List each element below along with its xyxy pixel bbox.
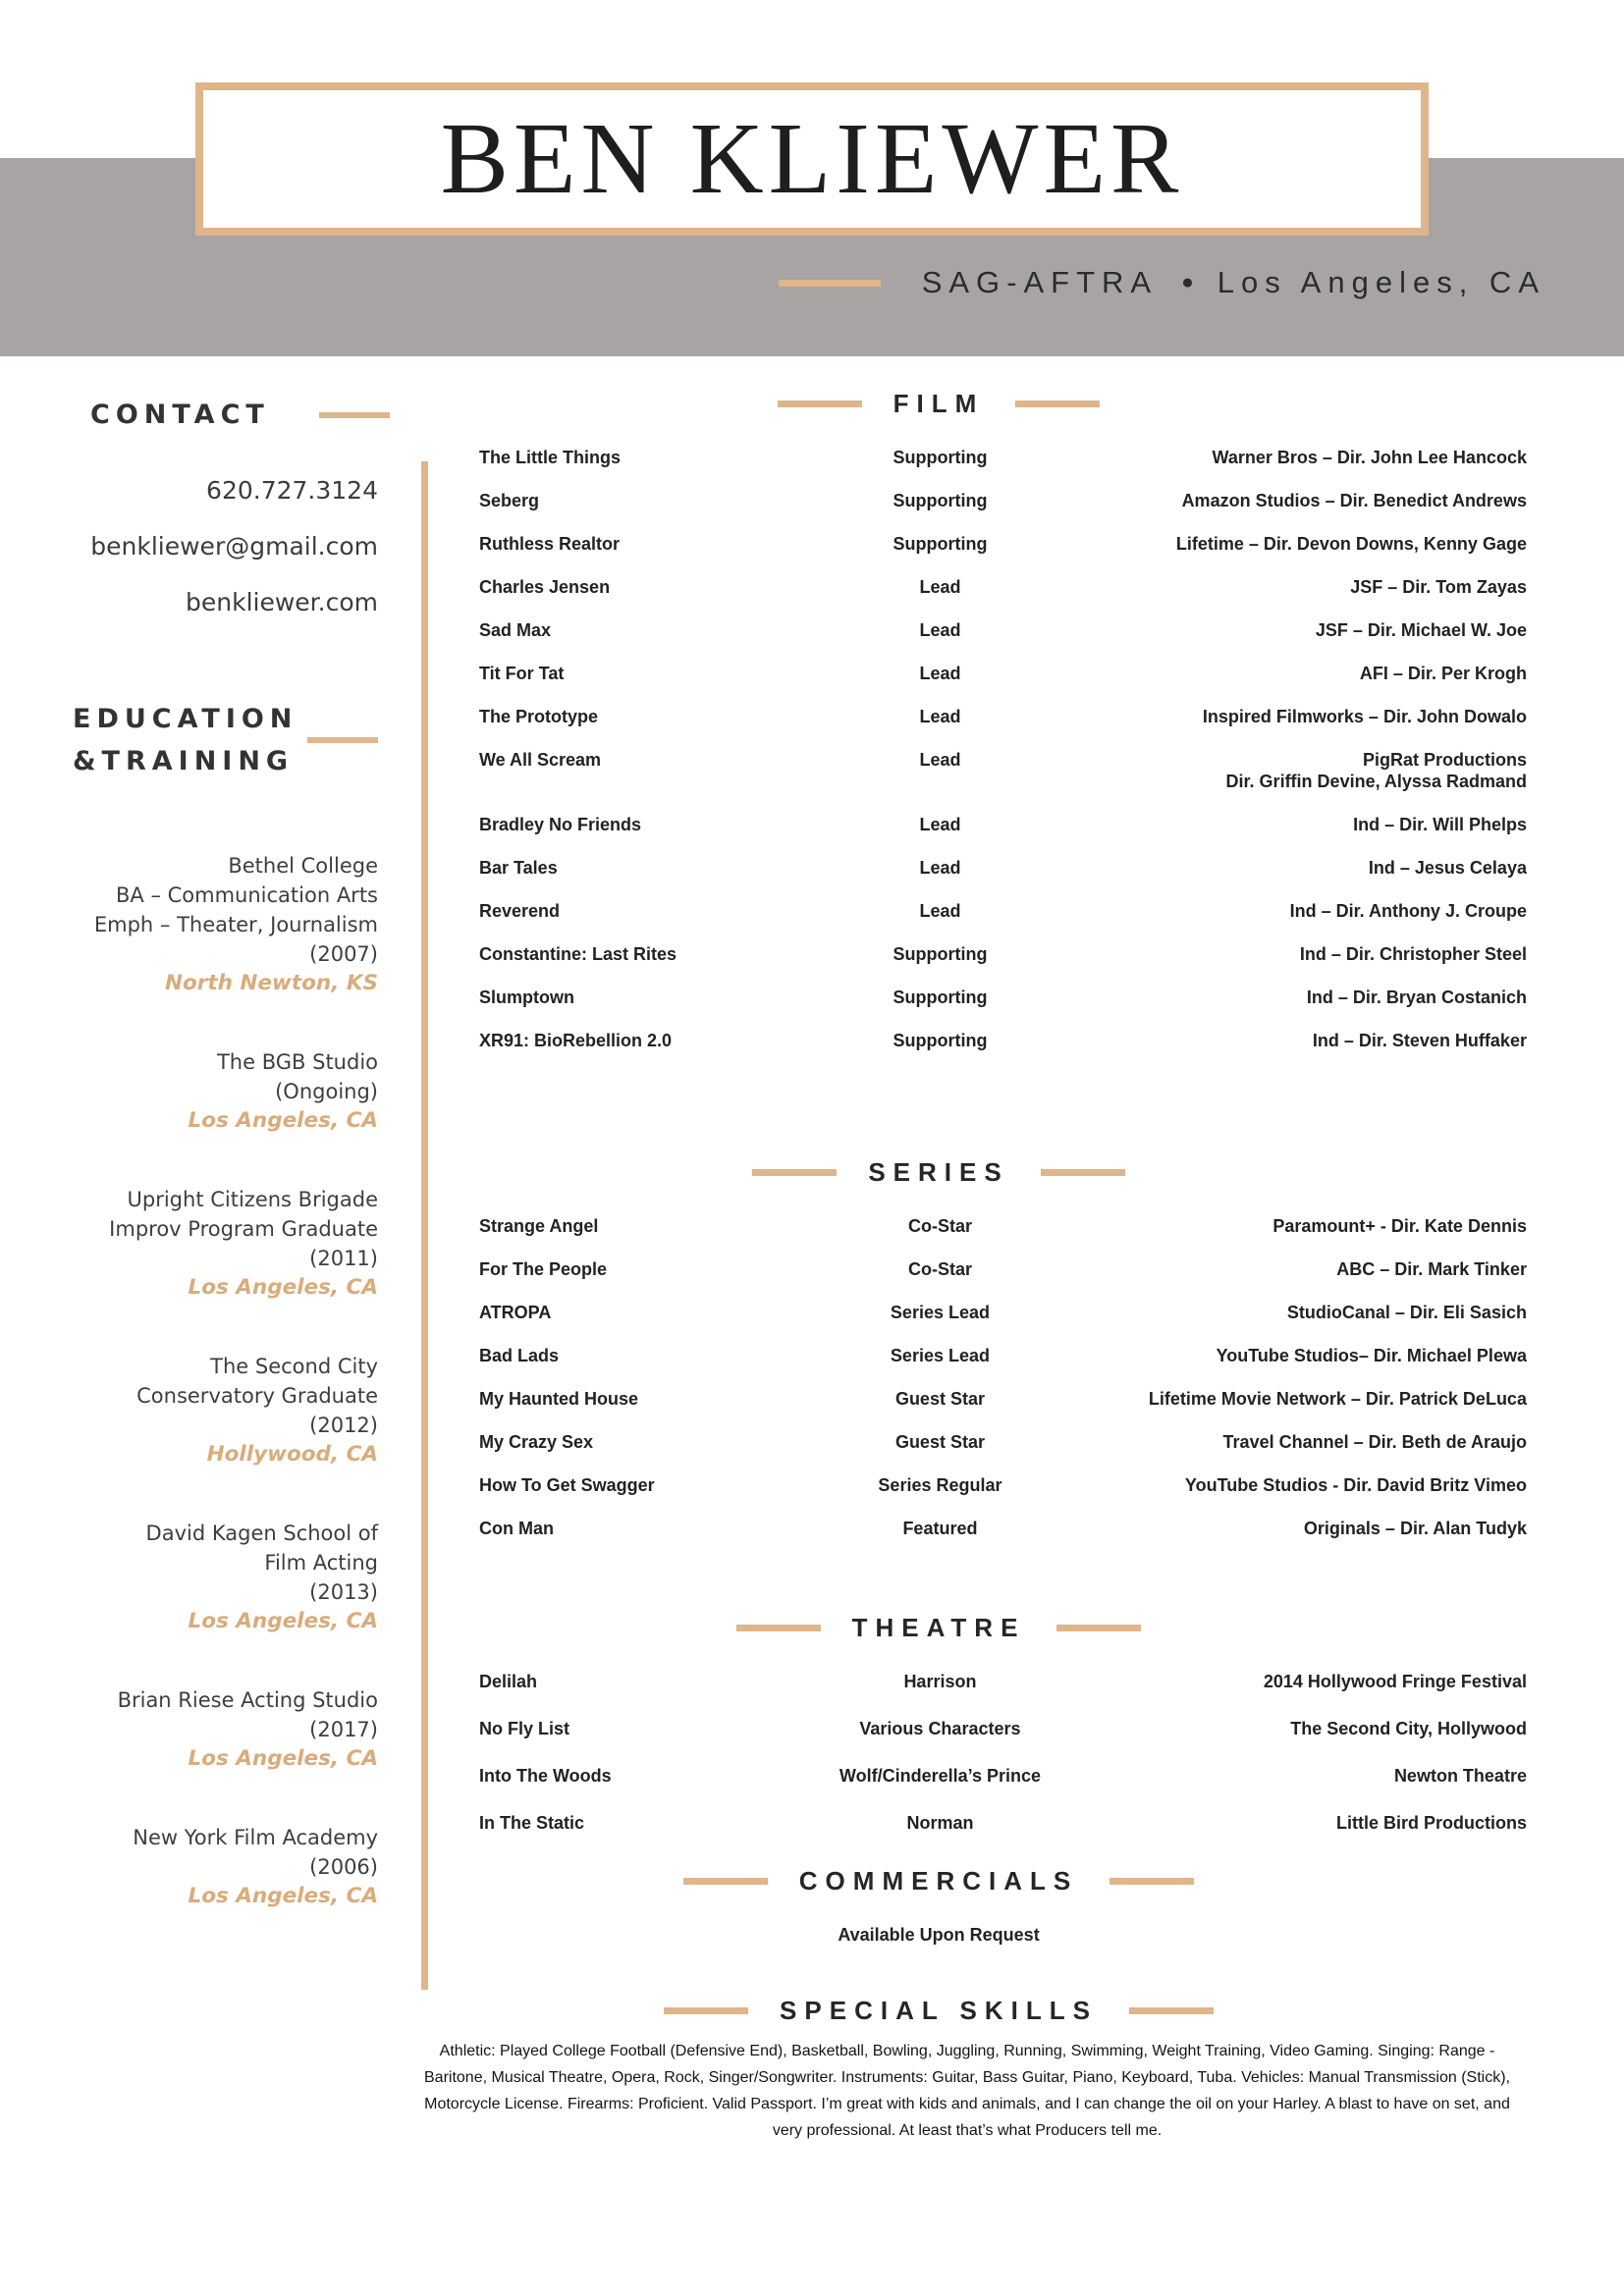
theatre-row — [479, 1718, 1527, 1739]
role: Lead — [919, 858, 961, 878]
company: JSF – Dir. Michael W. Joe — [1315, 620, 1527, 640]
education-line: BA – Communication Arts — [116, 883, 378, 907]
role: Featured — [902, 1519, 978, 1538]
company: Ind – Dir. Steven Huffaker — [1312, 1031, 1527, 1050]
contact-heading — [90, 398, 425, 433]
company: Ind – Dir. Anthony J. Croupe — [1289, 901, 1527, 921]
production-title: Bar Tales — [479, 858, 558, 878]
film-row — [479, 1030, 1527, 1051]
production-title: In The Static — [479, 1813, 585, 1833]
company: YouTube Studios– Dir. Michael Plewa — [1216, 1346, 1527, 1365]
section-rule-left — [736, 1625, 821, 1631]
education-line: (Ongoing) — [275, 1080, 378, 1103]
email-address[interactable]: benkliewer@gmail.com — [90, 532, 378, 561]
company: The Second City, Hollywood — [1290, 1719, 1527, 1738]
film-row — [479, 857, 1527, 879]
company: Travel Channel – Dir. Beth de Araujo — [1222, 1432, 1527, 1452]
education-line: New York Film Academy — [133, 1826, 378, 1849]
section-rule-right — [1129, 2007, 1214, 2014]
education-location: Los Angeles, CA — [188, 1609, 378, 1633]
film-table — [479, 447, 1527, 1051]
role: Harrison — [903, 1672, 977, 1691]
company: Ind – Dir. Bryan Costanich — [1306, 988, 1527, 1007]
education-line: (2006) — [309, 1855, 378, 1879]
company: Originals – Dir. Alan Tudyk — [1303, 1519, 1527, 1538]
production-title: Slumptown — [479, 988, 574, 1007]
education-line: (2012) — [309, 1414, 378, 1437]
education-entry — [0, 1823, 378, 1911]
role: Guest Star — [894, 1389, 985, 1409]
education-line: Improv Program Graduate — [109, 1217, 378, 1241]
company: Paramount+ - Dir. Kate Dennis — [1272, 1216, 1527, 1236]
company: Amazon Studios – Dir. Benedict Andrews — [1181, 491, 1527, 510]
education-heading — [73, 698, 425, 782]
section-rule-left — [752, 1169, 837, 1176]
education-line: Emph – Theater, Journalism — [93, 913, 378, 936]
production-title: My Crazy Sex — [479, 1432, 594, 1452]
role: Various Characters — [859, 1719, 1021, 1738]
production-title: For The People — [479, 1259, 608, 1279]
film-row — [479, 619, 1527, 641]
company: Ind – Dir. Christopher Steel — [1299, 944, 1527, 964]
commercials-section-title: COMMERCIALS — [798, 1866, 1079, 1896]
education-line: Bethel College — [228, 854, 378, 878]
contact-list — [0, 476, 425, 617]
education-list — [0, 851, 425, 1911]
production-title: Ruthless Realtor — [479, 534, 621, 554]
contact-heading-label: CONTACT — [90, 400, 270, 430]
series-row — [479, 1258, 1527, 1280]
film-row — [479, 943, 1527, 965]
role: Lead — [919, 901, 961, 921]
bullet-separator: ● — [1181, 271, 1194, 294]
company: Lifetime – Dir. Devon Downs, Kenny Gage — [1175, 534, 1527, 554]
education-line: Film Acting — [264, 1551, 378, 1575]
company: ABC – Dir. Mark Tinker — [1336, 1259, 1527, 1279]
section-rule-left — [664, 2007, 748, 2014]
production-title: Reverend — [479, 901, 561, 921]
theatre-row — [479, 1765, 1527, 1787]
role: Wolf/Cinderella’s Prince — [839, 1766, 1041, 1786]
theatre-row — [479, 1671, 1527, 1692]
education-entry — [0, 1185, 378, 1303]
company: Little Bird Productions — [1335, 1813, 1527, 1833]
education-location: Los Angeles, CA — [188, 1746, 378, 1771]
education-location: Los Angeles, CA — [188, 1884, 378, 1908]
skills-paragraph: Athletic: Played College Football (Defensive End), Basketball, Bowling, Juggling, Running, Swimming, Weight Training, Video Gaming. Singing: Range - Baritone, Musical Theatre, Opera, Rock, Singer/Songwriter. Instruments: Guitar, Bass Guitar, Piano, Keyboard, Tuba. Vehicles: Manual Transmission (Stick), Motorcycle License. Firearms: Proficient. Valid Passport. I’m great with kids and animals, and I can change the oil on your Harley. A blast to have on set, and very professional. At least that’s what Producers tell me. — [424, 2043, 1510, 2139]
theatre-section-header — [479, 1610, 1398, 1645]
production-title: XR91: BioRebellion 2.0 — [479, 1031, 673, 1050]
education-line: Upright Citizens Brigade — [127, 1188, 378, 1211]
education-line: (2013) — [309, 1580, 378, 1604]
film-section-title: FILM — [893, 389, 985, 418]
production-title: The Little Things — [479, 448, 621, 467]
education-heading-line2: &TRAINING — [73, 746, 295, 776]
education-entry — [0, 851, 378, 998]
film-row — [479, 987, 1527, 1008]
role: Lead — [919, 815, 961, 834]
role: Supporting — [893, 988, 988, 1007]
theatre-table — [479, 1671, 1527, 1834]
section-rule-left — [778, 400, 862, 407]
production-title: Delilah — [479, 1672, 538, 1691]
section-rule-right — [1015, 400, 1100, 407]
education-line: (2017) — [309, 1718, 378, 1741]
film-row — [479, 706, 1527, 727]
series-table — [479, 1215, 1527, 1539]
role: Supporting — [893, 944, 988, 964]
series-section-header — [479, 1154, 1398, 1190]
company: AFI – Dir. Per Krogh — [1359, 664, 1527, 683]
production-title: Tit For Tat — [479, 664, 565, 683]
production-title: ATROPA — [479, 1303, 552, 1322]
film-row — [479, 490, 1527, 511]
production-title: Into The Woods — [479, 1766, 612, 1786]
education-line: David Kagen School of — [145, 1522, 378, 1545]
production-title: Strange Angel — [479, 1216, 599, 1236]
education-line: Brian Riese Acting Studio — [117, 1688, 378, 1712]
role: Lead — [919, 664, 961, 683]
company: Ind – Jesus Celaya — [1368, 858, 1527, 878]
role: Series Lead — [890, 1346, 990, 1365]
skills-section-header — [479, 1993, 1398, 2028]
role: Lead — [919, 620, 961, 640]
role: Lead — [919, 577, 961, 597]
company-line2: Dir. Griffin Devine, Alyssa Radmand — [1225, 772, 1527, 791]
commercials-note: Available Upon Request — [838, 1925, 1040, 1945]
education-line: (2011) — [309, 1247, 378, 1270]
section-rule-right — [1056, 1625, 1141, 1631]
commercials-section-header — [479, 1863, 1398, 1898]
film-row — [479, 533, 1527, 555]
production-title: Constantine: Last Rites — [479, 944, 677, 964]
production-title: Sad Max — [479, 620, 552, 640]
role: Lead — [919, 750, 961, 770]
education-location: Hollywood, CA — [206, 1442, 378, 1467]
film-row — [479, 576, 1527, 598]
role: Norman — [906, 1813, 974, 1833]
company: Ind – Dir. Will Phelps — [1353, 815, 1527, 834]
education-entry — [0, 1352, 378, 1469]
role: Supporting — [893, 1031, 988, 1050]
film-section-header — [479, 386, 1398, 421]
company: Warner Bros – Dir. John Lee Hancock — [1212, 448, 1527, 467]
education-line: (2007) — [309, 942, 378, 966]
role: Guest Star — [894, 1432, 985, 1452]
role: Supporting — [893, 448, 988, 467]
company: StudioCanal – Dir. Eli Sasich — [1286, 1303, 1527, 1322]
sidebar — [0, 0, 425, 1960]
website-url[interactable]: benkliewer.com — [186, 588, 378, 616]
education-heading-rule — [307, 737, 378, 743]
production-title: Seberg — [479, 491, 540, 510]
union-affiliation: SAG-AFTRA — [921, 265, 1159, 299]
section-rule-left — [683, 1878, 768, 1885]
company: 2014 Hollywood Fringe Festival — [1263, 1672, 1527, 1691]
company: Lifetime Movie Network – Dir. Patrick DeLuca — [1148, 1389, 1527, 1409]
education-entry — [0, 1685, 378, 1774]
production-title: Con Man — [479, 1519, 554, 1538]
section-rule-right — [1041, 1169, 1125, 1176]
credits-column — [425, 0, 1624, 2144]
production-title: Bad Lads — [479, 1346, 560, 1365]
role: Supporting — [893, 534, 988, 554]
contact-heading-rule — [319, 412, 390, 418]
series-row — [479, 1388, 1527, 1410]
film-row — [479, 447, 1527, 468]
production-title: Charles Jensen — [479, 577, 611, 597]
production-title: How To Get Swagger — [479, 1475, 655, 1495]
role: Co-Star — [907, 1216, 972, 1236]
theatre-section-title: THEATRE — [851, 1613, 1026, 1642]
education-heading-line1: EDUCATION — [73, 704, 298, 734]
education-entry — [0, 1047, 378, 1136]
production-title: We All Scream — [479, 750, 602, 770]
series-section-title: SERIES — [868, 1157, 1009, 1187]
series-row — [479, 1431, 1527, 1453]
education-entry — [0, 1519, 378, 1636]
film-row — [479, 900, 1527, 922]
production-title: The Prototype — [479, 707, 599, 726]
company: JSF – Dir. Tom Zayas — [1350, 577, 1527, 597]
role: Series Regular — [878, 1475, 1002, 1495]
series-row — [479, 1302, 1527, 1323]
education-location: Los Angeles, CA — [188, 1108, 378, 1133]
education-line: The BGB Studio — [216, 1050, 378, 1074]
section-rule-right — [1110, 1878, 1194, 1885]
education-line: The Second City — [210, 1355, 378, 1378]
company — [1045, 749, 1527, 792]
page-title: BEN KLIEWER — [440, 102, 1184, 215]
phone-number: 620.727.3124 — [206, 476, 378, 505]
theatre-row — [479, 1812, 1527, 1834]
production-title: No Fly List — [479, 1719, 570, 1738]
film-row — [479, 814, 1527, 835]
production-title: Bradley No Friends — [479, 815, 642, 834]
series-row — [479, 1345, 1527, 1366]
role: Co-Star — [907, 1259, 972, 1279]
company: Newton Theatre — [1393, 1766, 1527, 1786]
series-row — [479, 1518, 1527, 1539]
education-line: Conservatory Graduate — [136, 1384, 378, 1408]
film-row — [479, 749, 1527, 792]
role: Series Lead — [890, 1303, 990, 1322]
education-location: Los Angeles, CA — [188, 1275, 378, 1300]
role: Lead — [919, 707, 961, 726]
education-location: North Newton, KS — [164, 971, 378, 995]
production-title: My Haunted House — [479, 1389, 639, 1409]
film-row — [479, 663, 1527, 684]
series-row — [479, 1474, 1527, 1496]
company-line1: PigRat Productions — [1362, 750, 1527, 770]
role: Supporting — [893, 491, 988, 510]
series-row — [479, 1215, 1527, 1237]
company: YouTube Studios - Dir. David Britz Vimeo — [1184, 1475, 1527, 1495]
company: Inspired Filmworks – Dir. John Dowalo — [1202, 707, 1527, 726]
header-location: Los Angeles, CA — [1217, 265, 1545, 299]
skills-section-title: SPECIAL SKILLS — [780, 1996, 1098, 2025]
